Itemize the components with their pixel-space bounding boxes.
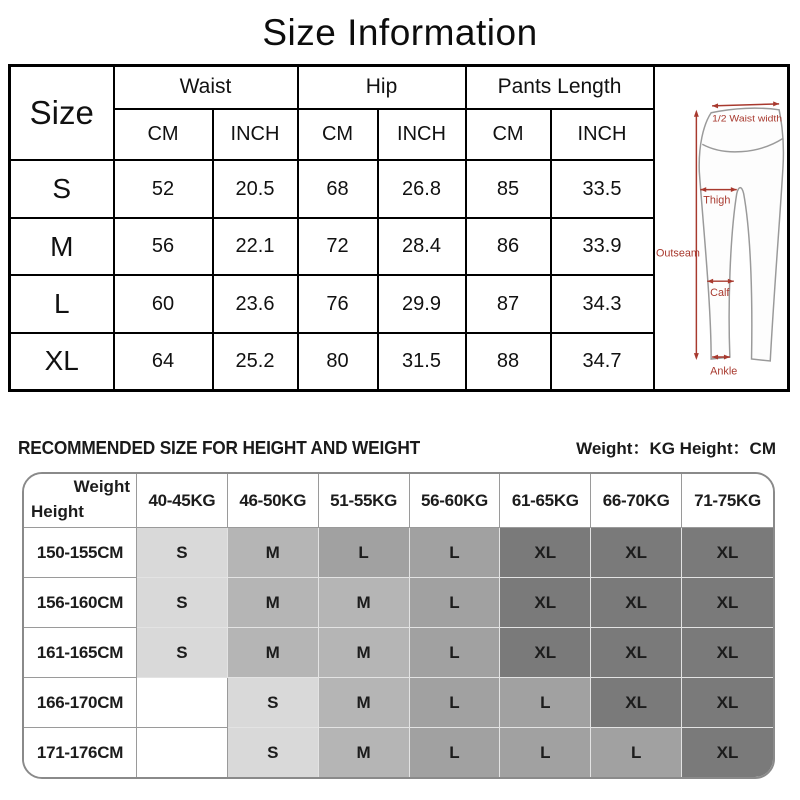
waist-cm-header: CM: [114, 109, 213, 160]
recommended-size-cell: S: [137, 578, 228, 628]
recommended-size-cell: S: [137, 628, 228, 678]
recommended-size-cell: XL: [591, 628, 682, 678]
recommended-size-cell: M: [228, 528, 319, 578]
recommended-size-cell: XL: [500, 628, 591, 678]
units-note: Weight：KG Height：CM: [576, 439, 776, 458]
recommended-size-cell: XL: [500, 528, 591, 578]
weight-height-corner-cell: [24, 474, 137, 528]
recommendation-row: [24, 628, 773, 678]
measurement-value: 20.5: [213, 160, 298, 218]
recommended-size-cell: XL: [682, 578, 773, 628]
weight-column-header: 56-60KG: [410, 474, 501, 528]
recommended-size-cell: L: [500, 678, 591, 728]
hip-cm-header: CM: [298, 109, 378, 160]
recommended-size-cell: L: [319, 528, 410, 578]
measurement-value: 72: [298, 218, 378, 276]
weight-column-header: 66-70KG: [591, 474, 682, 528]
measurement-value: 86: [466, 218, 551, 276]
thigh-label: Thigh: [702, 194, 730, 207]
recommended-size-cell: L: [410, 528, 501, 578]
recommended-size-cell: M: [319, 628, 410, 678]
measurement-value: 31.5: [378, 333, 466, 391]
length-inch-header: INCH: [551, 109, 654, 160]
recommended-size-cell: M: [319, 578, 410, 628]
recommended-size-cell: L: [500, 728, 591, 777]
recommended-size-cell: XL: [682, 678, 773, 728]
measurement-value: 33.5: [551, 160, 654, 218]
weight-column-header: 40-45KG: [137, 474, 228, 528]
recommended-size-cell: S: [137, 528, 228, 578]
recommendation-row: [24, 728, 773, 777]
measurement-value: 29.9: [378, 275, 466, 333]
recommended-size-cell: XL: [591, 578, 682, 628]
measurement-value: 23.6: [213, 275, 298, 333]
measurement-value: 60: [114, 275, 213, 333]
height-range-label: 161-165CM: [24, 628, 137, 678]
measurement-value: 56: [114, 218, 213, 276]
length-cm-header: CM: [466, 109, 551, 160]
size-column-header: Size: [10, 66, 114, 161]
measurement-value: 76: [298, 275, 378, 333]
recommended-size-cell: L: [410, 578, 501, 628]
measurement-value: 52: [114, 160, 213, 218]
corner-weight-label: Weight: [73, 477, 130, 496]
measurement-value: 64: [114, 333, 213, 391]
calf-label: Calf: [709, 286, 729, 299]
recommended-size-cell: XL: [682, 528, 773, 578]
hip-group-header: Hip: [298, 66, 466, 109]
recommended-size-cell: L: [410, 728, 501, 777]
recommended-size-cell: L: [410, 628, 501, 678]
measurement-value: 85: [466, 160, 551, 218]
height-range-label: 166-170CM: [24, 678, 137, 728]
recommendation-row: [24, 578, 773, 628]
measurement-value: 68: [298, 160, 378, 218]
recommended-size-cell: XL: [682, 728, 773, 777]
pants-length-group-header: Pants Length: [466, 66, 654, 109]
size-label: S: [10, 160, 114, 218]
measurement-value: 33.9: [551, 218, 654, 276]
recommended-size-cell: XL: [591, 528, 682, 578]
waist-group-header: Waist: [114, 66, 298, 109]
weight-column-header: 51-55KG: [319, 474, 410, 528]
recommendation-row: [24, 678, 773, 728]
recommended-size-cell: [137, 678, 228, 728]
size-label: XL: [10, 333, 114, 391]
recommended-size-cell: M: [228, 578, 319, 628]
recommended-size-cell: [137, 728, 228, 777]
measurement-value: 25.2: [213, 333, 298, 391]
leggings-diagram-graphic: [655, 67, 786, 389]
recommendation-header-row: [24, 474, 773, 528]
size-label: M: [10, 218, 114, 276]
corner-height-label: Height: [31, 502, 84, 521]
leggings-outline: [699, 108, 783, 361]
pants-measurement-diagram: [654, 66, 789, 391]
measurement-value: 34.3: [551, 275, 654, 333]
measurement-value: 80: [298, 333, 378, 391]
recommended-size-cell: XL: [682, 628, 773, 678]
recommended-size-cell: XL: [591, 678, 682, 728]
recommended-size-cell: XL: [500, 578, 591, 628]
recommended-size-cell: M: [319, 678, 410, 728]
recommended-size-cell: S: [228, 728, 319, 777]
recommendation-table-wrapper: [22, 472, 775, 779]
hip-inch-header: INCH: [378, 109, 466, 160]
weight-column-header: 61-65KG: [500, 474, 591, 528]
outseam-label: Outseam: [655, 247, 700, 260]
recommendation-table: [24, 474, 773, 777]
waist-inch-header: INCH: [213, 109, 298, 160]
recommended-size-cell: L: [591, 728, 682, 777]
recommendation-row: [24, 528, 773, 578]
size-label: L: [10, 275, 114, 333]
measurement-value: 22.1: [213, 218, 298, 276]
measurement-value: 87: [466, 275, 551, 333]
recommended-size-heading: RECOMMENDED SIZE FOR HEIGHT AND WEIGHT: [18, 438, 420, 458]
measurement-value: 26.8: [378, 160, 466, 218]
recommended-size-cell: M: [319, 728, 410, 777]
recommended-size-cell: L: [410, 678, 501, 728]
measurement-value: 28.4: [378, 218, 466, 276]
page-title: Size Information: [262, 12, 538, 53]
height-range-label: 150-155CM: [24, 528, 137, 578]
height-range-label: 156-160CM: [24, 578, 137, 628]
measurement-value: 34.7: [551, 333, 654, 391]
size-table: [8, 64, 790, 392]
measurement-value: 88: [466, 333, 551, 391]
height-range-label: 171-176CM: [24, 728, 137, 777]
recommendation-heading-row: [18, 434, 776, 459]
recommended-size-cell: M: [228, 628, 319, 678]
weight-column-header: 46-50KG: [228, 474, 319, 528]
waist-width-label: 1/2 Waist width: [711, 113, 782, 124]
weight-column-header: 71-75KG: [682, 474, 773, 528]
size-information-page: [0, 12, 800, 800]
recommended-size-cell: S: [228, 678, 319, 728]
ankle-label: Ankle: [709, 365, 737, 378]
